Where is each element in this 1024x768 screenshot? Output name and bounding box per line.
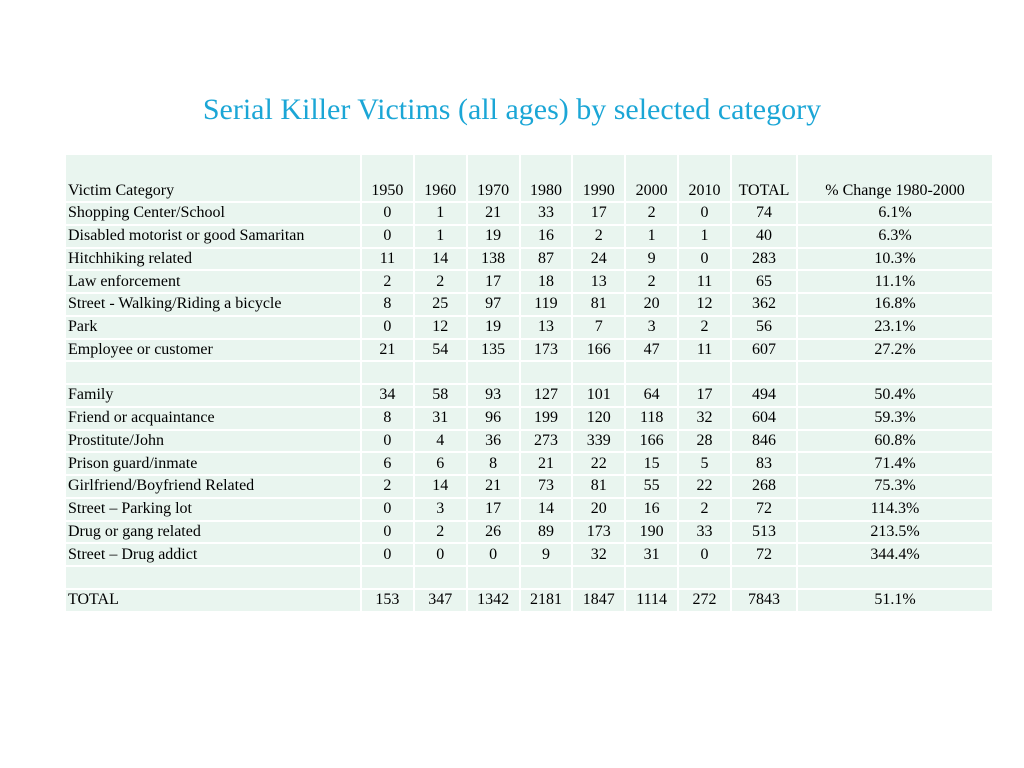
table-row (66, 522, 992, 543)
value-cell: 12 (415, 317, 466, 338)
value-cell: 17 (468, 271, 519, 292)
category-cell: Employee or customer (66, 340, 360, 361)
value-cell: 11.1% (798, 271, 992, 292)
column-header: 1950 (362, 155, 413, 201)
value-cell: 6.3% (798, 226, 992, 247)
value-cell: 6 (415, 453, 466, 474)
value-cell: 19 (468, 226, 519, 247)
value-cell: 362 (732, 294, 796, 315)
value-cell: 17 (573, 203, 624, 224)
value-cell (798, 567, 992, 588)
value-cell: 2 (415, 522, 466, 543)
value-cell: 1 (415, 203, 466, 224)
value-cell: 173 (521, 340, 572, 361)
column-header: Victim Category (66, 155, 360, 201)
value-cell: 14 (521, 499, 572, 520)
value-cell: 0 (415, 544, 466, 565)
value-cell: 153 (362, 590, 413, 611)
category-cell: Girlfriend/Boyfriend Related (66, 476, 360, 497)
value-cell (468, 362, 519, 383)
table-row (66, 590, 992, 611)
category-cell (66, 362, 360, 383)
value-cell: 12 (679, 294, 730, 315)
value-cell (415, 567, 466, 588)
value-cell (679, 567, 730, 588)
value-cell: 1 (415, 226, 466, 247)
value-cell: 120 (573, 408, 624, 429)
category-cell: Prostitute/John (66, 431, 360, 452)
value-cell: 25 (415, 294, 466, 315)
value-cell: 2 (362, 476, 413, 497)
column-header: TOTAL (732, 155, 796, 201)
value-cell: 64 (626, 385, 677, 406)
value-cell: 75.3% (798, 476, 992, 497)
value-cell: 31 (415, 408, 466, 429)
table-row (66, 385, 992, 406)
value-cell: 23.1% (798, 317, 992, 338)
value-cell: 339 (573, 431, 624, 452)
value-cell: 127 (521, 385, 572, 406)
value-cell: 513 (732, 522, 796, 543)
value-cell: 22 (679, 476, 730, 497)
value-cell: 18 (521, 271, 572, 292)
value-cell: 272 (679, 590, 730, 611)
value-cell: 5 (679, 453, 730, 474)
value-cell (362, 567, 413, 588)
value-cell: 81 (573, 294, 624, 315)
value-cell (362, 362, 413, 383)
value-cell: 50.4% (798, 385, 992, 406)
column-header: 2000 (626, 155, 677, 201)
value-cell: 21 (468, 476, 519, 497)
value-cell: 55 (626, 476, 677, 497)
value-cell: 0 (362, 544, 413, 565)
value-cell: 14 (415, 249, 466, 270)
slide-title: Serial Killer Victims (all ages) by selected category (202, 93, 822, 126)
value-cell: 3 (415, 499, 466, 520)
value-cell: 16.8% (798, 294, 992, 315)
value-cell: 33 (521, 203, 572, 224)
value-cell: 138 (468, 249, 519, 270)
value-cell: 1342 (468, 590, 519, 611)
table-row (66, 203, 992, 224)
value-cell: 2 (679, 499, 730, 520)
value-cell: 0 (468, 544, 519, 565)
value-cell: 28 (679, 431, 730, 452)
value-cell: 14 (415, 476, 466, 497)
value-cell: 8 (362, 408, 413, 429)
value-cell: 213.5% (798, 522, 992, 543)
value-cell: 2 (679, 317, 730, 338)
category-cell: Street – Parking lot (66, 499, 360, 520)
value-cell: 19 (468, 317, 519, 338)
category-cell: Family (66, 385, 360, 406)
value-cell: 17 (679, 385, 730, 406)
value-cell: 9 (626, 249, 677, 270)
value-cell: 36 (468, 431, 519, 452)
value-cell: 0 (362, 317, 413, 338)
category-cell: Shopping Center/School (66, 203, 360, 224)
value-cell: 0 (362, 226, 413, 247)
value-cell: 1 (626, 226, 677, 247)
value-cell: 4 (415, 431, 466, 452)
value-cell: 119 (521, 294, 572, 315)
category-cell: Park (66, 317, 360, 338)
value-cell: 96 (468, 408, 519, 429)
victim-category-table (64, 153, 994, 613)
category-cell: Prison guard/inmate (66, 453, 360, 474)
value-cell: 118 (626, 408, 677, 429)
value-cell: 0 (362, 522, 413, 543)
value-cell: 40 (732, 226, 796, 247)
table-row (66, 294, 992, 315)
table-row (66, 317, 992, 338)
value-cell: 846 (732, 431, 796, 452)
table-row (66, 453, 992, 474)
value-cell: 26 (468, 522, 519, 543)
value-cell: 54 (415, 340, 466, 361)
value-cell: 65 (732, 271, 796, 292)
value-cell: 47 (626, 340, 677, 361)
value-cell: 166 (573, 340, 624, 361)
value-cell: 58 (415, 385, 466, 406)
value-cell (679, 362, 730, 383)
value-cell: 0 (679, 249, 730, 270)
value-cell (573, 362, 624, 383)
table-row (66, 408, 992, 429)
value-cell: 21 (521, 453, 572, 474)
value-cell: 1114 (626, 590, 677, 611)
value-cell: 0 (679, 203, 730, 224)
value-cell: 0 (362, 431, 413, 452)
value-cell: 135 (468, 340, 519, 361)
value-cell: 344.4% (798, 544, 992, 565)
value-cell: 83 (732, 453, 796, 474)
value-cell: 607 (732, 340, 796, 361)
value-cell: 114.3% (798, 499, 992, 520)
value-cell: 21 (468, 203, 519, 224)
value-cell: 21 (362, 340, 413, 361)
value-cell: 0 (362, 499, 413, 520)
category-cell: Law enforcement (66, 271, 360, 292)
value-cell: 17 (468, 499, 519, 520)
table-row (66, 249, 992, 270)
column-header: 2010 (679, 155, 730, 201)
value-cell: 33 (679, 522, 730, 543)
value-cell: 2 (626, 203, 677, 224)
value-cell: 74 (732, 203, 796, 224)
value-cell: 6.1% (798, 203, 992, 224)
value-cell: 93 (468, 385, 519, 406)
value-cell: 0 (362, 203, 413, 224)
column-header: 1970 (468, 155, 519, 201)
value-cell: 89 (521, 522, 572, 543)
value-cell: 59.3% (798, 408, 992, 429)
value-cell: 22 (573, 453, 624, 474)
category-cell: Drug or gang related (66, 522, 360, 543)
value-cell: 11 (679, 340, 730, 361)
value-cell: 347 (415, 590, 466, 611)
value-cell: 2 (573, 226, 624, 247)
category-cell: Disabled motorist or good Samaritan (66, 226, 360, 247)
value-cell: 87 (521, 249, 572, 270)
value-cell: 27.2% (798, 340, 992, 361)
value-cell: 72 (732, 544, 796, 565)
value-cell: 71.4% (798, 453, 992, 474)
value-cell: 16 (626, 499, 677, 520)
table-row (66, 340, 992, 361)
value-cell: 13 (521, 317, 572, 338)
value-cell: 32 (573, 544, 624, 565)
value-cell: 2 (626, 271, 677, 292)
column-header: 1960 (415, 155, 466, 201)
value-cell: 56 (732, 317, 796, 338)
value-cell: 73 (521, 476, 572, 497)
value-cell: 1 (679, 226, 730, 247)
category-cell: Street – Drug addict (66, 544, 360, 565)
value-cell: 173 (573, 522, 624, 543)
value-cell: 11 (679, 271, 730, 292)
value-cell (521, 567, 572, 588)
category-cell: TOTAL (66, 590, 360, 611)
value-cell: 3 (626, 317, 677, 338)
value-cell: 166 (626, 431, 677, 452)
value-cell: 1847 (573, 590, 624, 611)
value-cell: 199 (521, 408, 572, 429)
value-cell: 13 (573, 271, 624, 292)
value-cell: 10.3% (798, 249, 992, 270)
value-cell: 72 (732, 499, 796, 520)
value-cell: 20 (573, 499, 624, 520)
value-cell: 7 (573, 317, 624, 338)
value-cell: 15 (626, 453, 677, 474)
value-cell (798, 362, 992, 383)
value-cell: 34 (362, 385, 413, 406)
value-cell (468, 567, 519, 588)
table-row (66, 499, 992, 520)
value-cell: 20 (626, 294, 677, 315)
column-header: % Change 1980-2000 (798, 155, 992, 201)
value-cell: 604 (732, 408, 796, 429)
table-row (66, 431, 992, 452)
value-cell (626, 567, 677, 588)
value-cell: 190 (626, 522, 677, 543)
value-cell: 81 (573, 476, 624, 497)
value-cell: 9 (521, 544, 572, 565)
value-cell: 268 (732, 476, 796, 497)
value-cell: 283 (732, 249, 796, 270)
value-cell: 60.8% (798, 431, 992, 452)
value-cell: 273 (521, 431, 572, 452)
value-cell: 494 (732, 385, 796, 406)
value-cell (732, 362, 796, 383)
value-cell: 7843 (732, 590, 796, 611)
category-cell: Hitchhiking related (66, 249, 360, 270)
value-cell: 8 (362, 294, 413, 315)
table-row (66, 271, 992, 292)
value-cell: 2 (362, 271, 413, 292)
value-cell: 32 (679, 408, 730, 429)
value-cell: 2181 (521, 590, 572, 611)
table-row (66, 544, 992, 565)
table-body (66, 155, 992, 611)
table-row (66, 226, 992, 247)
category-cell (66, 567, 360, 588)
category-cell: Friend or acquaintance (66, 408, 360, 429)
value-cell: 8 (468, 453, 519, 474)
value-cell (521, 362, 572, 383)
value-cell: 97 (468, 294, 519, 315)
value-cell: 51.1% (798, 590, 992, 611)
value-cell: 16 (521, 226, 572, 247)
value-cell: 31 (626, 544, 677, 565)
table-header-row (66, 155, 992, 201)
value-cell: 11 (362, 249, 413, 270)
table-row (66, 567, 992, 588)
value-cell: 0 (679, 544, 730, 565)
table-row (66, 362, 992, 383)
value-cell (573, 567, 624, 588)
value-cell (415, 362, 466, 383)
value-cell (626, 362, 677, 383)
column-header: 1980 (521, 155, 572, 201)
value-cell: 24 (573, 249, 624, 270)
value-cell: 6 (362, 453, 413, 474)
table-row (66, 476, 992, 497)
value-cell (732, 567, 796, 588)
category-cell: Street - Walking/Riding a bicycle (66, 294, 360, 315)
value-cell: 2 (415, 271, 466, 292)
column-header: 1990 (573, 155, 624, 201)
value-cell: 101 (573, 385, 624, 406)
